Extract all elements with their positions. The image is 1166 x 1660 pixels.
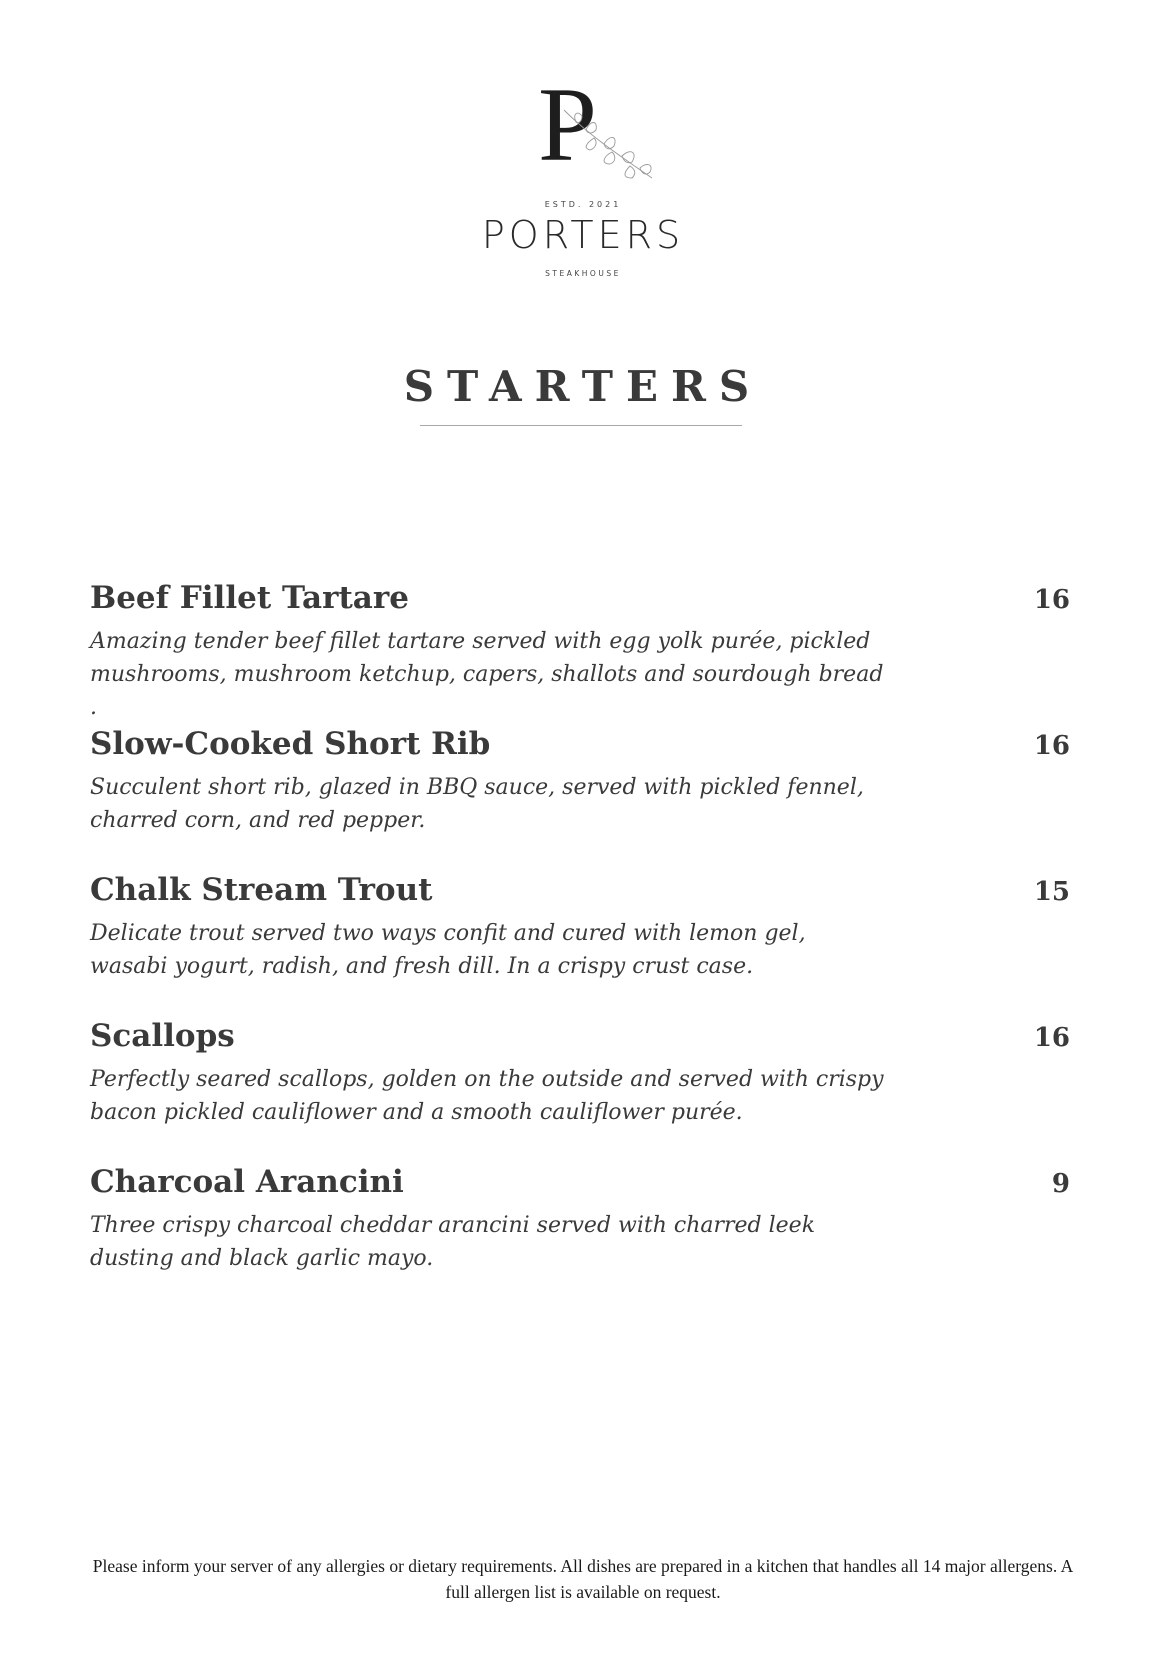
logo-monogram-letter: P xyxy=(538,66,597,183)
menu-item-description: Three crispy charcoal cheddar arancini served with charred leek dusting and black garlic mayo. xyxy=(90,1213,816,1271)
section-title: STARTERS xyxy=(403,362,763,411)
menu-item-name: Beef Fillet Tartare xyxy=(90,580,409,616)
menu-item-price: 9 xyxy=(1051,1169,1070,1199)
menu-item-name: Scallops xyxy=(90,1018,235,1054)
logo-subtitle: STEAKHOUSE xyxy=(545,269,621,278)
logo-established: ESTD. 2021 xyxy=(544,200,622,209)
title-underline xyxy=(420,425,742,426)
menu-item-description: Succulent short rib, glazed in BBQ sauce, served with pickled fennel, charred corn, and red pepper. xyxy=(90,775,864,833)
menu-item-description: Amazing tender beef fillet tartare served with egg yolk purée, pickled mushrooms, mushroom ketchup, capers, shallots and sourdough bread . xyxy=(90,629,884,720)
menu-item-name: Chalk Stream Trout xyxy=(90,872,433,908)
menu-item-name: Slow-Cooked Short Rib xyxy=(90,726,491,762)
menu-item-description: Perfectly seared scallops, golden on the outside and served with crispy bacon pickled cauliflower and a smooth cauliflower purée. xyxy=(90,1067,884,1125)
menu-item-name: Charcoal Arancini xyxy=(90,1164,404,1200)
menu-item-description: Delicate trout served two ways confit and cured with lemon gel, wasabi yogurt, radish, and fresh dill. In a crispy crust case. xyxy=(90,921,806,979)
allergen-notice: Please inform your server of any allergies or dietary requirements. All dishes are prepared in a kitchen that handles all 14 major allergens. A full allergen list is available on request. xyxy=(92,1556,1074,1602)
logo-monogram xyxy=(530,66,660,186)
leaf-sprig-icon xyxy=(560,106,660,186)
menu-item-price: 16 xyxy=(1033,731,1070,761)
restaurant-logo xyxy=(0,66,1166,286)
menu-item-price: 16 xyxy=(1033,585,1070,615)
menu-item-price: 16 xyxy=(1033,1023,1070,1053)
logo-wordmark: PORTERS xyxy=(481,213,685,257)
menu-item-price: 15 xyxy=(1033,877,1070,907)
